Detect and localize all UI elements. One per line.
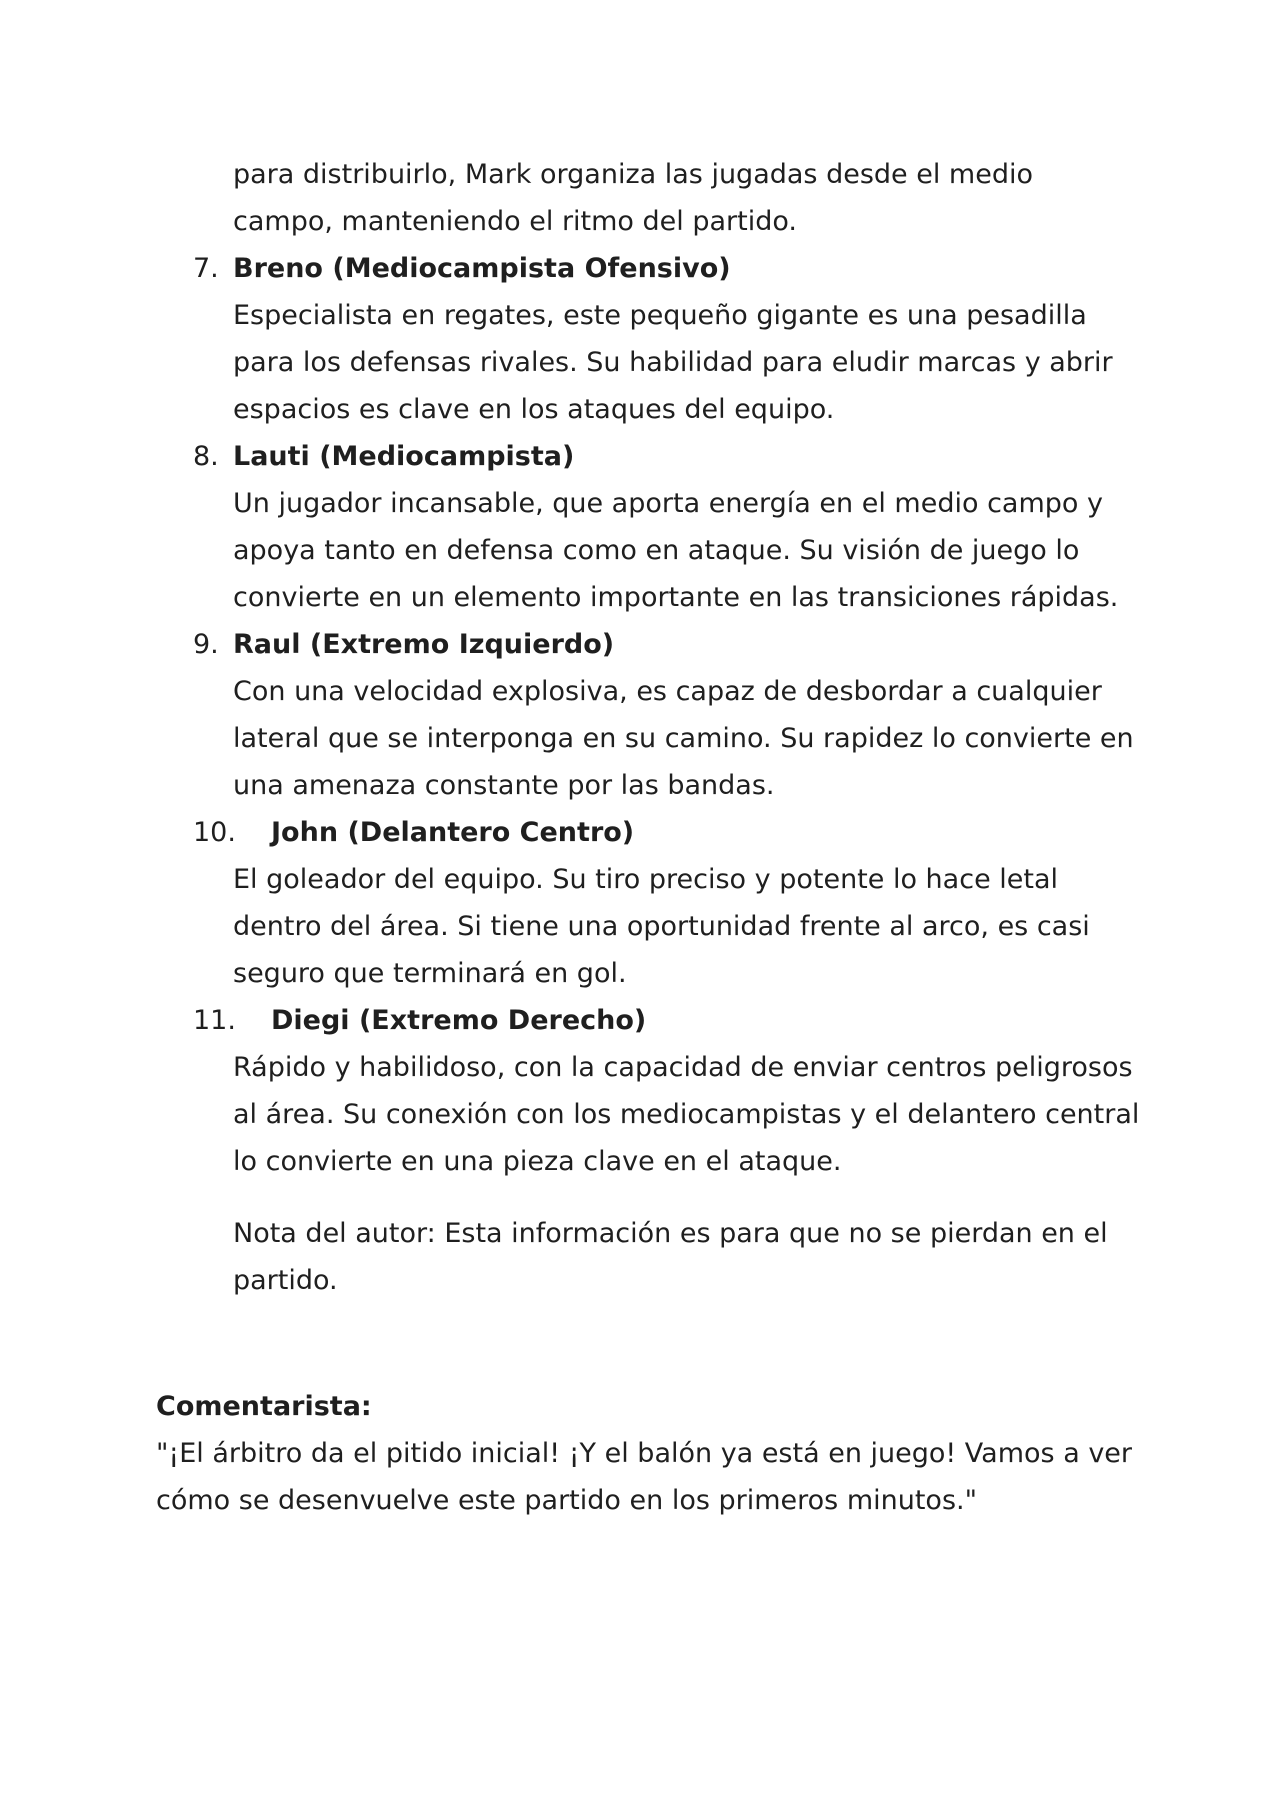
- player-title: Lauti (Mediocampista): [233, 441, 575, 472]
- intro-line: campo, manteniendo el ritmo del partido.: [233, 206, 798, 237]
- player-title: Raul (Extremo Izquierdo): [233, 629, 615, 660]
- player-title: John (Delantero Centro): [271, 817, 635, 848]
- player-description-line: seguro que terminará en gol.: [233, 958, 627, 989]
- player-description-line: Especialista en regates, este pequeño gigante es una pesadilla: [233, 300, 1087, 331]
- list-number: 7.: [193, 253, 219, 284]
- player-description-line: lo convierte en una pieza clave en el ataque.: [233, 1146, 842, 1177]
- author-note-line: partido.: [233, 1265, 338, 1296]
- player-description-line: apoya tanto en defensa como en ataque. Su visión de juego lo: [233, 535, 1080, 566]
- speaker-label: Comentarista:: [156, 1391, 372, 1422]
- player-description-line: para los defensas rivales. Su habilidad para eludir marcas y abrir: [233, 347, 1113, 378]
- player-description-line: al área. Su conexión con los mediocampistas y el delantero central: [233, 1099, 1140, 1130]
- player-description-line: El goleador del equipo. Su tiro preciso y potente lo hace letal: [233, 864, 1059, 895]
- player-description-line: lateral que se interponga en su camino. Su rapidez lo convierte en: [233, 723, 1134, 754]
- player-description-line: convierte en un elemento importante en las transiciones rápidas.: [233, 582, 1119, 613]
- player-description-line: espacios es clave en los ataques del equipo.: [233, 394, 835, 425]
- dialogue-line: "¡El árbitro da el pitido inicial! ¡Y el balón ya está en juego! Vamos a ver: [156, 1438, 1133, 1469]
- intro-line: para distribuirlo, Mark organiza las jugadas desde el medio: [233, 159, 1033, 190]
- player-description-line: una amenaza constante por las bandas.: [233, 770, 775, 801]
- list-number: 9.: [193, 629, 219, 660]
- player-description-line: Un jugador incansable, que aporta energía en el medio campo y: [233, 488, 1103, 519]
- list-number: 11.: [193, 1005, 236, 1036]
- player-description-line: Rápido y habilidoso, con la capacidad de enviar centros peligrosos: [233, 1052, 1133, 1083]
- player-description-line: dentro del área. Si tiene una oportunidad frente al arco, es casi: [233, 911, 1090, 942]
- player-title: Diegi (Extremo Derecho): [271, 1005, 647, 1036]
- player-title: Breno (Mediocampista Ofensivo): [233, 253, 731, 284]
- list-number: 10.: [193, 817, 236, 848]
- list-number: 8.: [193, 441, 219, 472]
- dialogue-line: cómo se desenvuelve este partido en los primeros minutos.": [156, 1485, 978, 1516]
- author-note-line: Nota del autor: Esta información es para que no se pierdan en el: [233, 1218, 1108, 1249]
- player-description-line: Con una velocidad explosiva, es capaz de desbordar a cualquier: [233, 676, 1102, 707]
